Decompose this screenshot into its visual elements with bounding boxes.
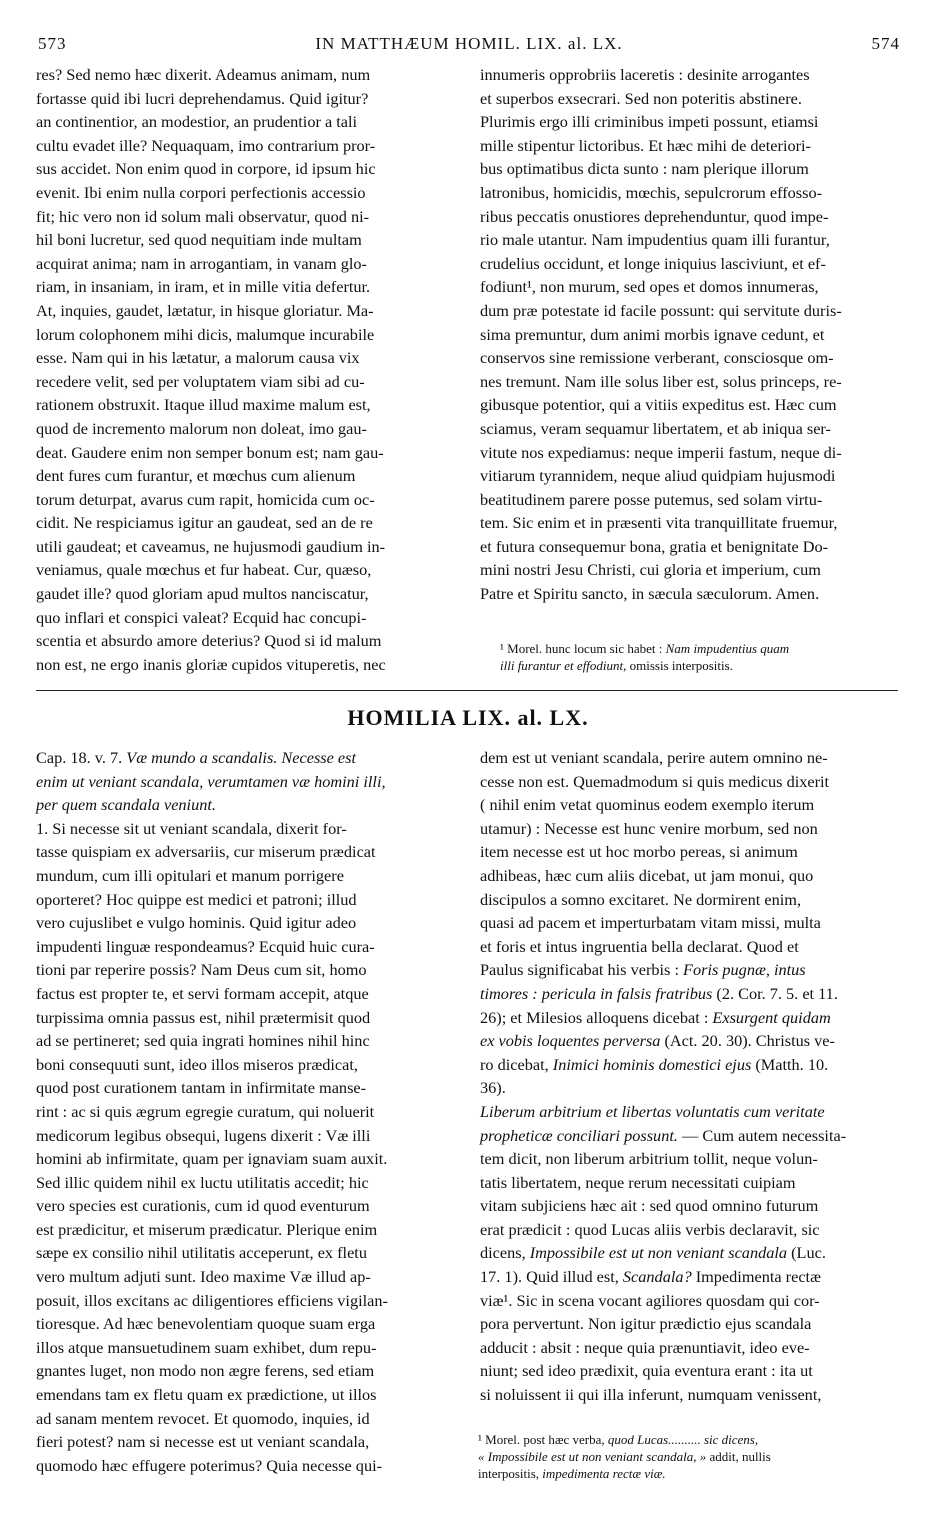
- text-line: factus est propter te, et servi formam accepit, atque: [36, 983, 369, 1003]
- text-line: lorum colophonem mihi dicis, malumque incurabile: [36, 324, 375, 344]
- text-line: pora pervertunt. Non igitur prædictio ejus scandala: [480, 1314, 812, 1334]
- text-line: et foris et intus ingruentia bella declarat. Quod et: [480, 936, 799, 956]
- text-line: dem est ut veniant scandala, perire autem omnino ne-: [480, 748, 828, 767]
- text-line: innumeris opprobriis laceretis : desinite arrogantes: [480, 65, 810, 84]
- text-line: fodiunt¹, non murum, sed opes et domos innumeras,: [480, 277, 819, 297]
- text-line: recedere velit, sed per voluptatem viam sibi ad cu-: [36, 371, 365, 391]
- italic-text: ex vobis loquentes perversa: [480, 1031, 661, 1051]
- page-number-right: 574: [871, 34, 900, 53]
- text-line: tem dicit, non liberum arbitrium tollit, neque volun-: [480, 1149, 818, 1169]
- text-line: rint : ac si quis ægrum egregie curatum, qui noluerit: [36, 1101, 375, 1121]
- text: 17. 1). Quid illud est,: [480, 1267, 623, 1287]
- text-line: discipulos a somno excitaret. Ne dormirent enim,: [480, 889, 802, 909]
- bottom-left-column: [36, 746, 454, 1477]
- text-line: fit; hic vero non id solum mali observatur, quod ni-: [36, 206, 370, 226]
- text-line: mini nostri Jesu Christi, cui gloria et imperium, cum: [480, 560, 821, 580]
- text-line: adducit : absit : neque quia prænuntiavit, ideo eve-: [480, 1337, 810, 1357]
- text-line: hil boni lucretur, sed quod nequitiam inde multam: [36, 230, 362, 250]
- text: Impedimenta rectæ: [691, 1267, 821, 1287]
- text-line: an continentior, an modestior, an prudentior a tali: [36, 112, 358, 132]
- text-line: ad se pertineret; sed quia ingrati homines nihil hinc: [36, 1031, 370, 1051]
- text-line: ad sanam mentem revocet. Et quomodo, inquies, id: [36, 1408, 370, 1428]
- text-line: ( nihil enim vetat quominus eodem exemplo iterum: [480, 795, 815, 815]
- text-line: boni consequuti sunt, ideo illos miseros prædicat,: [36, 1054, 358, 1074]
- text-line: mundum, cum illi opitulari et manum porrigere: [36, 865, 344, 885]
- text-line: dum præ potestate id facile possunt: qui servitute duris-: [480, 300, 842, 320]
- text-line: viæ¹. Sic in scena vocant agiliores quosdam qui cor-: [480, 1290, 820, 1310]
- text-line: turpissima omnia passus est, nihil prætermisit quod: [36, 1007, 371, 1027]
- text-line: medicorum legibus obsequi, lugens dixerit : Væ illi: [36, 1125, 371, 1145]
- text-line: niunt; sed ideo prædixit, quia eventura erant : ita ut: [480, 1361, 813, 1381]
- text-line: acquirat anima; nam in arrogantiam, in vanam glo-: [36, 253, 367, 273]
- text-line: riam, in insaniam, in iram, et in mille vitia defertur.: [36, 277, 371, 297]
- text-line: tasse quispiam ex adversariis, cur miserum prædicat: [36, 842, 376, 862]
- text-line: emendans tam ex fletu quam ex prædictione, ut illos: [36, 1385, 377, 1405]
- text-line: quomodo hæc effugere poterimus? Quia necesse qui-: [36, 1455, 383, 1475]
- side-heading: propheticæ conciliari possunt.: [480, 1125, 678, 1145]
- text-line: rio male utantur. Nam impudentius quam illi furantur,: [480, 230, 830, 250]
- text-line: cultu evadet ille? Nequaquam, imo contrarium pror-: [36, 135, 376, 155]
- text-line: quasi ad pacem et imperturbatam vitam missi, multa: [480, 913, 821, 933]
- text-line: evenit. Ibi enim nulla corpori perfectionis accessio: [36, 182, 366, 202]
- text: ro dicebat,: [480, 1054, 553, 1074]
- text-line: cesse non est. Quemadmodum si quis medicus dixerit: [480, 771, 830, 791]
- text-line: item necesse est ut hoc morbo pereas, si animum: [480, 842, 798, 862]
- italic-text: Foris pugnæ, intus: [683, 960, 806, 980]
- text-line: [36, 746, 454, 770]
- text-line: et futura consequemur bona, gratia et benignitate Do-: [480, 536, 829, 556]
- italic-text: Inimici hominis domestici ejus: [552, 1054, 752, 1074]
- text-line: 36).: [480, 1078, 506, 1098]
- text-line: Patre et Spiritu sancto, in sæcula sæculorum. Amen.: [480, 584, 820, 604]
- side-heading: Liberum arbitrium et libertas voluntatis cum veritate: [480, 1101, 825, 1121]
- text-line: rationem obstruxit. Itaque illud maxime malum est,: [36, 395, 371, 415]
- homily-title: HOMILIA LIX. al. LX.: [347, 705, 589, 730]
- text-line: et superbos exsecrari. Sed non poteritis abstinere.: [480, 88, 802, 108]
- text-line: [480, 1006, 898, 1030]
- text-line: [480, 1265, 898, 1289]
- text-line: fieri potest? nam si necesse est ut veniant scandala,: [36, 1432, 370, 1452]
- text-line: tioni par reperire possis? Nam Deus cum sit, homo: [36, 960, 367, 980]
- text-line: sciamus, veram sequamur libertatem, et ab iniqua ser-: [480, 418, 831, 438]
- text-line: tatis libertatem, neque rerum necessitati cuipiam: [480, 1172, 796, 1192]
- text-line: impudenti linguæ respondeamus? Ecquid huic cura-: [36, 936, 375, 956]
- top-left-column: [36, 63, 454, 676]
- text-line: quod de incremento malorum non doleat, imo gau-: [36, 418, 367, 438]
- text-line: 1. Si necesse sit ut veniant scandala, dixerit for-: [36, 818, 347, 838]
- text-line: [480, 1241, 898, 1265]
- text-line: sus accidet. Non enim quod in corpore, id ipsum hic: [36, 159, 376, 179]
- text-line: deat. Gaudere enim non semper bonum est; nam gau-: [36, 442, 384, 462]
- text-line: sima premuntur, dum animi morbis ignave cedunt, et: [480, 324, 825, 344]
- text-line: vitute nos expediamus: neque imperii fastum, neque di-: [480, 442, 842, 462]
- italic-text: Scandala?: [622, 1267, 692, 1287]
- text: — Cum autem necessita-: [677, 1125, 847, 1145]
- text-line: scentia et absurdo amore deterius? Quod si id malum: [36, 631, 382, 651]
- running-header: [38, 34, 900, 60]
- italic-text: timores : pericula in falsis fratribus: [480, 983, 713, 1003]
- text-line: posuit, illos excitans ac diligentiores efficiens vigilan-: [36, 1290, 388, 1310]
- text: dicens,: [480, 1243, 530, 1263]
- italic-text: Impossibile est ut non veniant scandala: [529, 1243, 788, 1263]
- footnote-bottom: ¹ Morel. post hæc verba, quod Lucas.......... sic dicens, « Impossibile est ut non veniant scandala, » addit, nullis interpositis, impedimenta rectæ viæ.: [478, 1432, 771, 1481]
- running-title: IN MATTHÆUM HOMIL. LIX. al. LX.: [315, 34, 623, 53]
- text-line: erat prædicit : quod Lucas aliis verbis declaravit, sic: [480, 1219, 820, 1239]
- text-line: gaudet ille? quod gloriam apud multos nanciscatur,: [36, 584, 369, 604]
- text-line: utili gaudeat; et caveamus, ne hujusmodi gaudium in-: [36, 536, 386, 556]
- text: (Matth. 10.: [751, 1054, 829, 1074]
- text-line: mille stipentur lictoribus. Et hæc mihi de deteriori-: [480, 135, 811, 155]
- text: (Luc.: [787, 1243, 826, 1263]
- text-line: vero cujuslibet e vulgo hominis. Quid igitur adeo: [36, 913, 357, 933]
- text-line: veniamus, quale mœchus et fur habeat. Cur, quæso,: [36, 560, 372, 580]
- text-line: [480, 1053, 898, 1077]
- text-line: vero multum adjuti sunt. Ideo maxime Væ illud ap-: [36, 1267, 371, 1287]
- text-line: crudelius occidunt, et longe iniquius lasciviunt, et ef-: [480, 253, 826, 273]
- text-line: conservos sine remissione verberant, consciosque om-: [480, 348, 834, 368]
- text-line: [480, 1029, 898, 1053]
- text-line: latronibus, homicidis, mœchis, sepulcrorum effosso-: [480, 182, 823, 202]
- text-line: sæpe ex consilio nihil utilitatis acceperunt, ex fletu: [36, 1243, 367, 1263]
- text-line: [36, 770, 454, 794]
- footnote-top: ¹ Morel. hunc locum sic habet : Nam impudentius quam illi furantur et effodiunt, omissis interpositis.: [500, 641, 790, 673]
- text-line: gnantes luget, non modo non ægre ferens, sed etiam: [36, 1361, 375, 1381]
- text-line: [480, 1124, 898, 1148]
- text-line: [480, 982, 898, 1006]
- bottom-right-column: [480, 746, 898, 1407]
- italic-text: per quem scandala veniunt.: [36, 795, 216, 815]
- chapter-ref: Cap. 18. v. 7.: [36, 748, 123, 767]
- top-right-column: [480, 63, 898, 606]
- text-line: fortasse quid ibi lucri deprehendamus. Quid igitur?: [36, 88, 369, 108]
- text-line: vitiarum tyrannidem, neque aliud quidpiam hujusmodi: [480, 466, 836, 486]
- text-line: Sed illic quidem nihil ex luctu utilitatis accedit; hic: [36, 1172, 369, 1192]
- italic-text: enim ut veniant scandala, verumtamen væ homini illi,: [36, 771, 386, 791]
- page-number-left: 573: [38, 34, 67, 53]
- text: (2. Cor. 7. 5. et 11.: [712, 983, 838, 1003]
- text-line: [36, 793, 454, 817]
- text-line: tioresque. Ad hæc benevolentiam quoque suam erga: [36, 1314, 376, 1334]
- text-line: adhibeas, hæc cum aliis dicebat, ut jam monui, quo: [480, 865, 814, 885]
- text-line: nes tremunt. Nam ille solus liber est, solus princeps, re-: [480, 371, 842, 391]
- text-line: quod post curationem tantam in infirmitate manse-: [36, 1078, 367, 1098]
- text-line: bus optimatibus dicta sunto : nam plerique illorum: [480, 159, 809, 179]
- section-divider: [36, 690, 898, 691]
- text-line: beatitudinem parere posse putemus, sed solam virtu-: [480, 489, 823, 509]
- text-line: non est, ne ergo inanis gloriæ cupidos vituperetis, nec: [36, 654, 386, 674]
- text-line: utamur) : Necesse est hunc venire morbum, sed non: [480, 818, 818, 838]
- text-line: ribus peccatis onustiores deprehenduntur, quod impe-: [480, 206, 829, 226]
- text-line: vitam subjiciens hæc ait : sed quod omnino futurum: [480, 1196, 819, 1216]
- text-line: Plurimis ergo illi criminibus impeti possunt, etiamsi: [480, 112, 819, 132]
- scripture-text: Væ mundo a scandalis. Necesse est: [122, 748, 357, 767]
- text-line: est prædicitur, et miserum prædicatur. Plerique enim: [36, 1219, 378, 1239]
- text-line: oporteret? Hoc quippe est medici et patroni; illud: [36, 889, 357, 909]
- text-line: dent fures cum furantur, et mœchus cum alienum: [36, 466, 356, 486]
- text-line: esse. Nam qui in his lætatur, a malorum causa vix: [36, 348, 360, 368]
- text-line: tem. Sic enim et in præsenti vita tranquillitate fruemur,: [480, 513, 838, 533]
- text-line: res? Sed nemo hæc dixerit. Adeamus animam, num: [36, 65, 371, 84]
- text-line: At, inquies, gaudet, lætatur, in hisque gloriatur. Ma-: [36, 300, 374, 320]
- text: (Act. 20. 30). Christus ve-: [660, 1031, 835, 1051]
- text: 26); et Milesios alloquens dicebat :: [480, 1007, 713, 1027]
- text-line: cidit. Ne respiciamus igitur an gaudeat, sed an de re: [36, 513, 373, 533]
- text-line: quo inflari et conspici valeat? Ecquid hac concupi-: [36, 607, 367, 627]
- text-line: illos atque mansuetudinem suam exhibet, dum repu-: [36, 1337, 377, 1357]
- text-line: torum deturpat, avarus cum rapit, homicida cum oc-: [36, 489, 375, 509]
- text-line: gibusque potentior, qui a vitiis expeditus est. Hæc cum: [480, 395, 837, 415]
- text-line: [480, 958, 898, 982]
- text-line: vero species est curationis, cum id quod eventurum: [36, 1196, 370, 1216]
- text-line: [480, 1100, 898, 1124]
- text-line: si noluissent ii qui illa inferunt, numquam venissent,: [480, 1385, 822, 1405]
- italic-text: Exsurgent quidam: [712, 1007, 831, 1027]
- text: Paulus significabat his verbis :: [480, 960, 684, 980]
- text-line: homini ab infirmitate, quam per ignaviam suam auxit.: [36, 1149, 388, 1169]
